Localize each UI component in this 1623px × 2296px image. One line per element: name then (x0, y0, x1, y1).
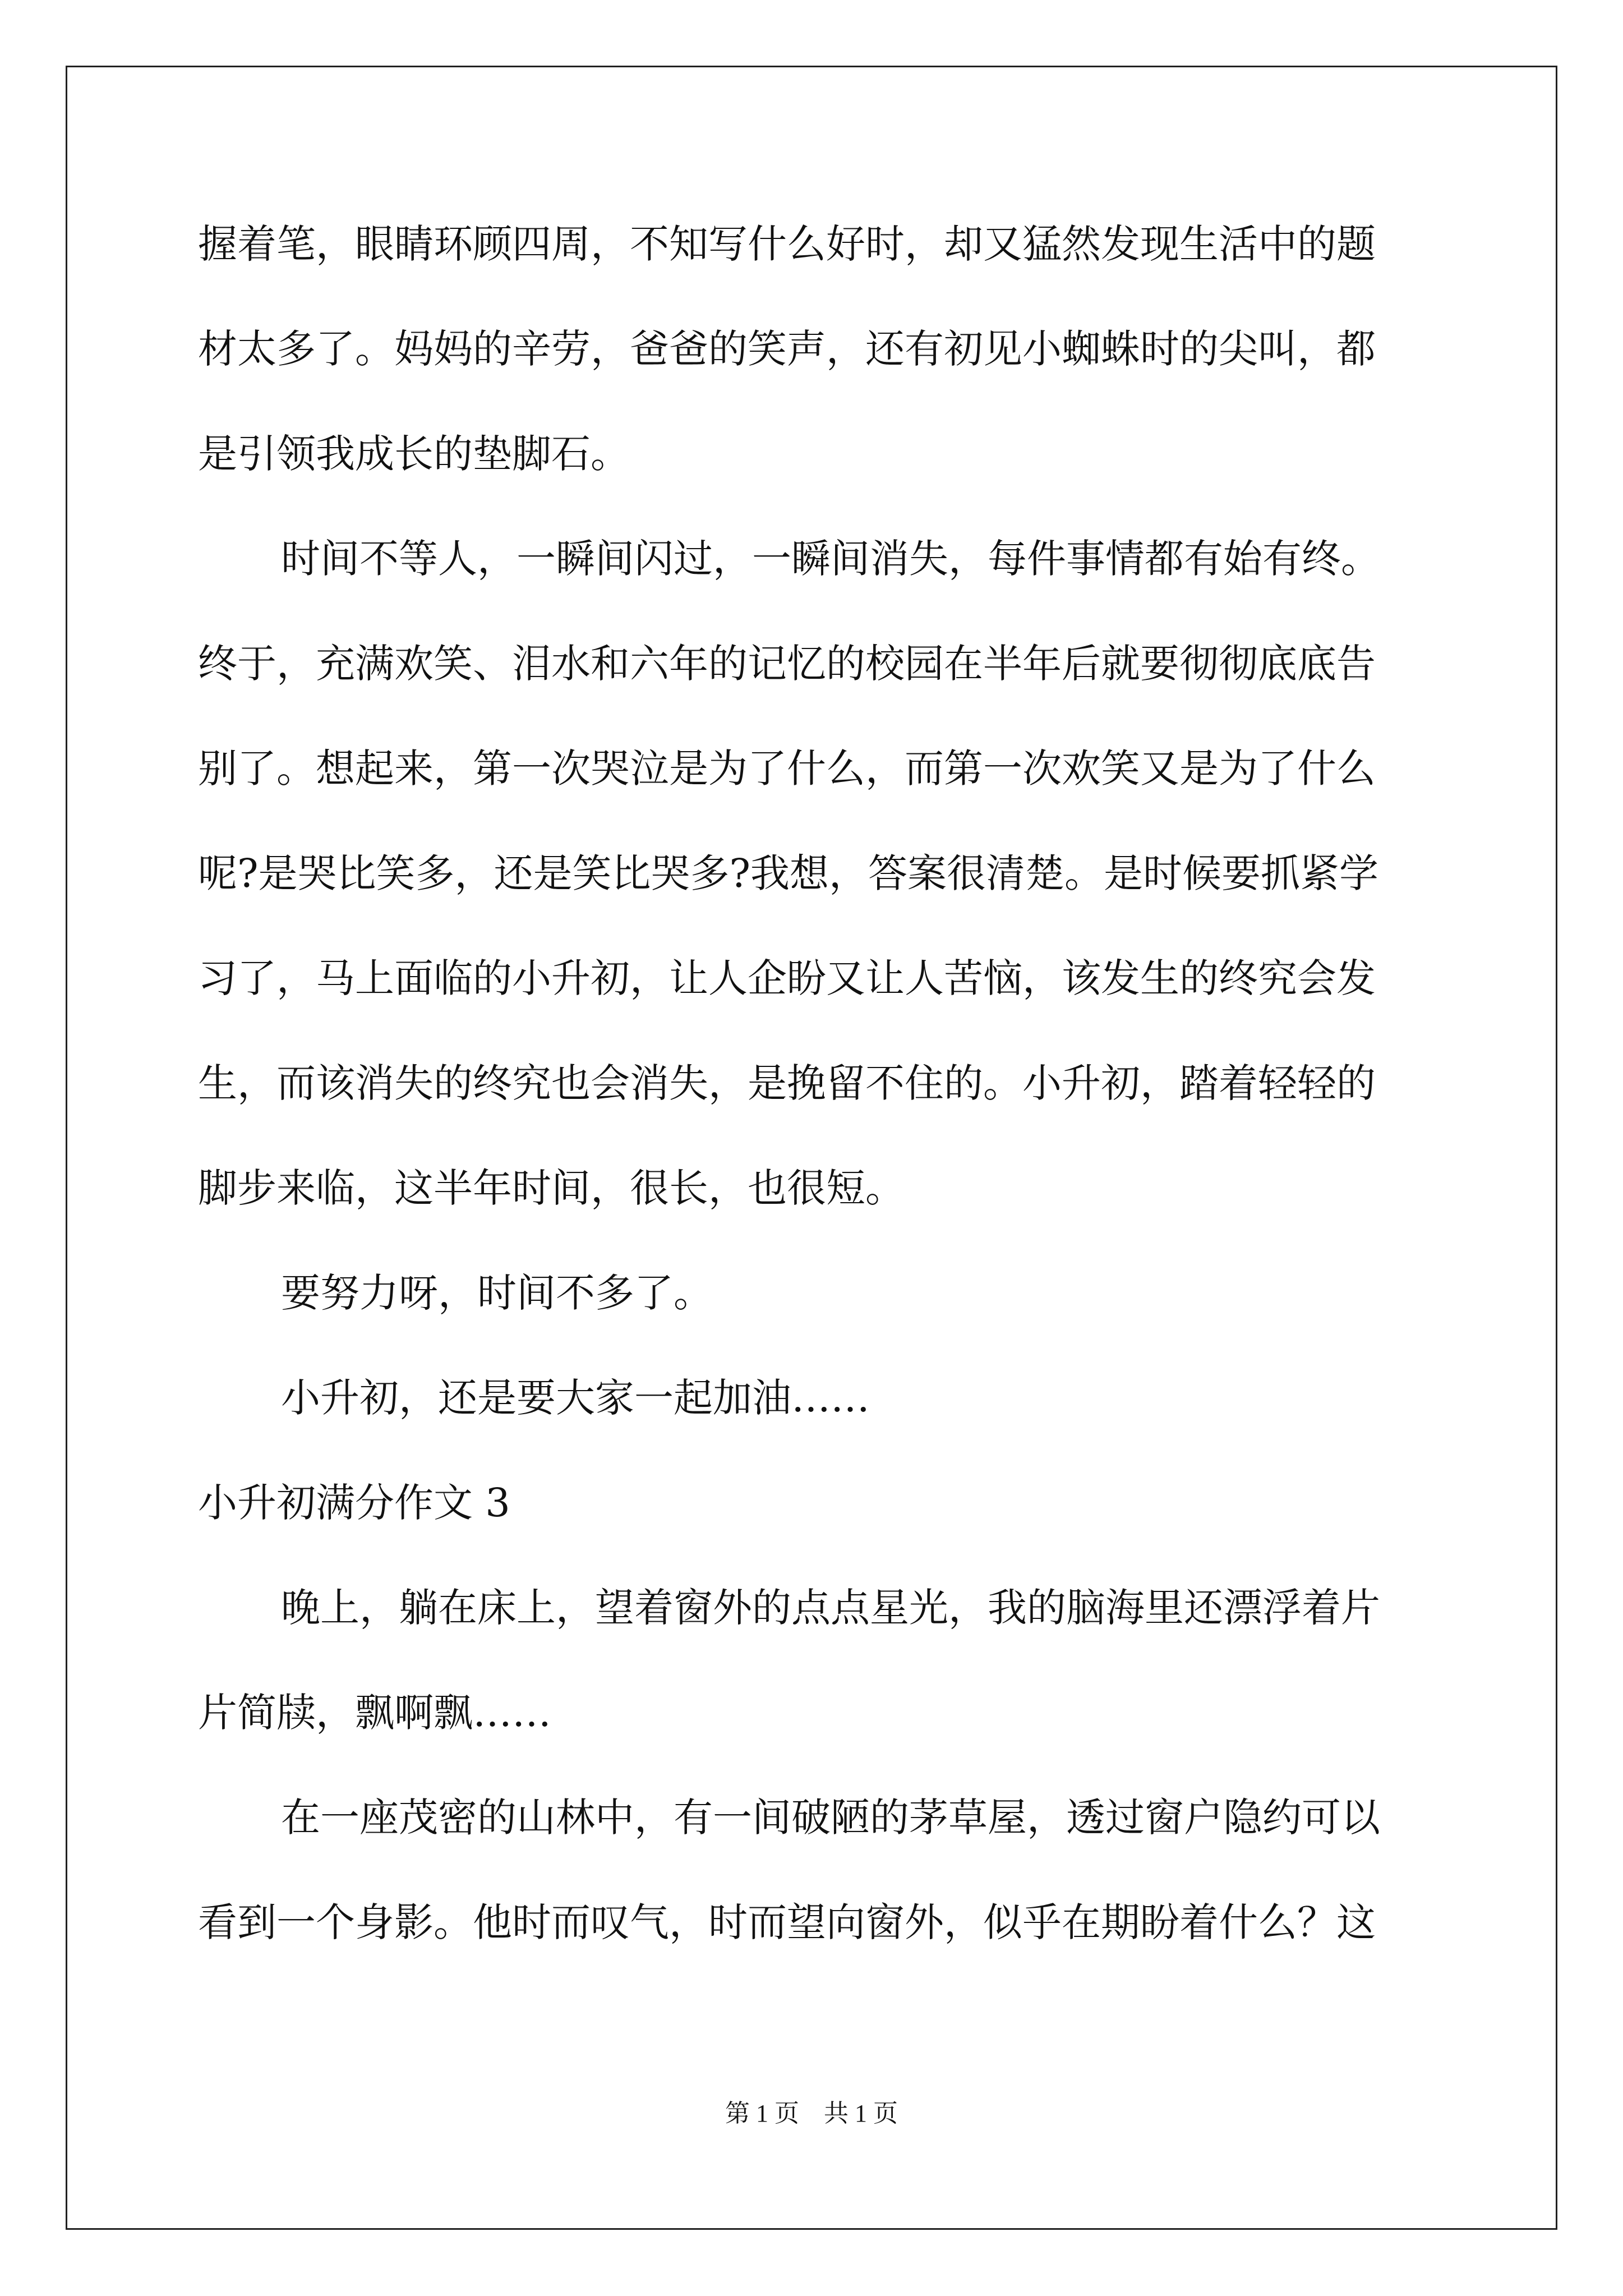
text-line: 生，而该消失的终究也会消失，是挽留不住的。小升初，踏着轻轻的 (198, 1060, 1376, 1106)
text-line: 材太多了。妈妈的辛劳，爸爸的笑声，还有初见小蜘蛛时的尖叫，都 (198, 326, 1376, 372)
text-line: 片简牍，飘啊飘…… (198, 1690, 551, 1736)
page-footer: 第 1 页 共 1 页 (725, 2100, 898, 2127)
text-line: 脚步来临，这半年时间，很长，也很短。 (198, 1165, 905, 1211)
text-line: 看到一个身影。他时而叹气，时而望向窗外，似乎在期盼着什么？这 (198, 1899, 1376, 1945)
text-line: 呢?是哭比笑多，还是笑比哭多?我想，答案很清楚。是时候要抓紧学 (198, 850, 1379, 896)
text-line: 终于，充满欢笑、泪水和六年的记忆的校园在半年后就要彻彻底底告 (198, 641, 1376, 687)
paragraph-start-line: 小升初，还是要大家一起加油…… (281, 1375, 870, 1421)
paragraph-start-line: 晚上，躺在床上，望着窗外的点点星光，我的脑海里还漂浮着片 (281, 1585, 1380, 1631)
paragraph-start-line: 要努力呀，时间不多了。 (281, 1270, 713, 1316)
text-line: 是引领我成长的垫脚石。 (198, 431, 630, 477)
paragraph-start-line: 在一座茂密的山林中，有一间破陋的茅草屋，透过窗户隐约可以 (281, 1795, 1380, 1841)
document-body (198, 208, 1432, 1991)
text-line: 握着笔，眼睛环顾四周，不知写什么好时，却又猛然发现生活中的题 (198, 221, 1376, 267)
section-heading: 小升初满分作文 3 (198, 1480, 510, 1526)
text-line: 别了。想起来，第一次哭泣是为了什么，而第一次欢笑又是为了什么 (198, 746, 1376, 792)
paragraph-start-line: 时间不等人，一瞬间闪过，一瞬间消失，每件事情都有始有终。 (281, 536, 1380, 582)
text-line: 习了，马上面临的小升初，让人企盼又让人苦恼，该发生的终究会发 (198, 955, 1376, 1001)
